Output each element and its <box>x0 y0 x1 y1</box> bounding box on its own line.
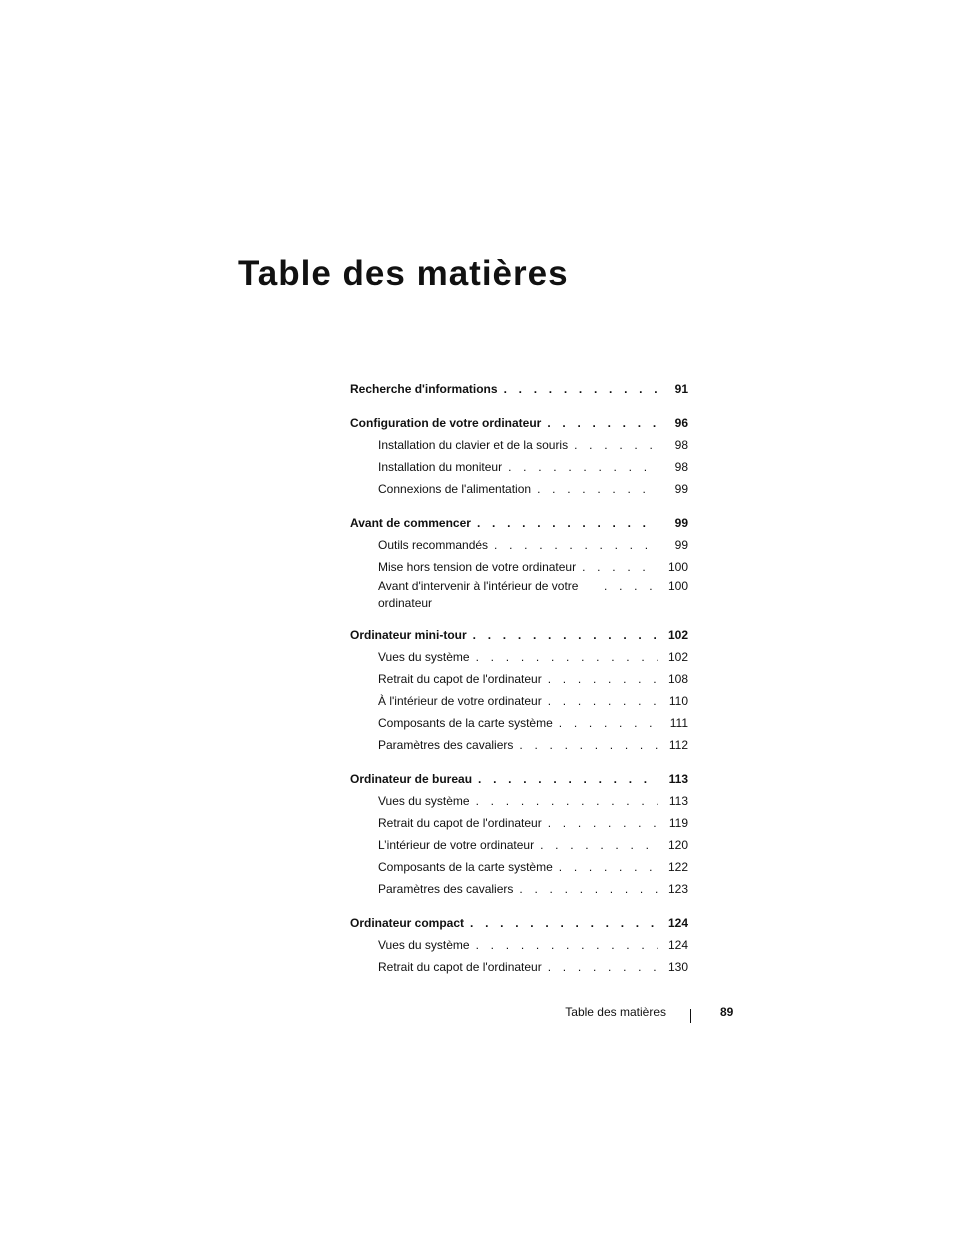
dot-leader <box>559 712 658 734</box>
toc-subentry-page: 98 <box>674 460 688 474</box>
toc-section <box>350 378 688 400</box>
toc-subentry[interactable] <box>350 646 688 668</box>
toc-subentry[interactable] <box>350 434 688 456</box>
toc-entry-page: 113 <box>668 772 688 786</box>
toc-subentry-label: Outils recommandés <box>378 538 489 552</box>
toc-subentry-page: 113 <box>668 794 688 808</box>
toc-subentry-page: 124 <box>667 938 688 952</box>
toc-subentry[interactable] <box>350 668 688 690</box>
toc-subentry-page: 100 <box>667 579 688 593</box>
toc-subentry[interactable] <box>350 812 688 834</box>
dot-leader <box>519 878 658 900</box>
dot-leader <box>508 456 658 478</box>
toc-subentry-label: Retrait du capot de l'ordinateur <box>378 816 542 830</box>
toc-subentry-page: 120 <box>667 838 688 852</box>
toc-subentry-label: Vues du système <box>378 650 470 664</box>
toc-entry[interactable] <box>350 912 688 934</box>
toc-subentry-label: Vues du système <box>378 794 470 808</box>
toc-entry-label: Configuration de votre ordinateur <box>350 416 542 430</box>
toc-subentry[interactable] <box>350 834 688 856</box>
toc-subentry-label: Retrait du capot de l'ordinateur <box>378 960 542 974</box>
dot-leader <box>519 734 658 756</box>
dot-leader <box>548 668 658 690</box>
toc-entry[interactable] <box>350 378 688 400</box>
toc-subentry-label: Paramètres des cavaliers <box>378 738 514 752</box>
toc-subentry-label: Installation du clavier et de la souris <box>378 438 569 452</box>
toc-subentry-label: Composants de la carte système <box>378 860 553 874</box>
toc-subentry-page: 112 <box>668 738 688 752</box>
dot-leader <box>477 512 658 534</box>
toc-subentry-label: Installation du moniteur <box>378 460 503 474</box>
toc-section <box>350 412 688 500</box>
toc-subentry[interactable] <box>350 856 688 878</box>
toc-subentry-page: 99 <box>674 538 688 552</box>
toc-subentry-label: Avant d'intervenir à l'intérieur de votre ordinateur <box>378 579 579 610</box>
toc-subentry[interactable] <box>350 712 688 734</box>
dot-leader <box>548 690 658 712</box>
toc-entry-label: Avant de commencer <box>350 516 471 530</box>
toc-entry[interactable] <box>350 512 688 534</box>
toc-subentry-page: 123 <box>667 882 688 896</box>
toc-subentry[interactable] <box>350 934 688 956</box>
toc-subentry[interactable] <box>350 534 688 556</box>
toc-subentry-page: 98 <box>674 438 688 452</box>
toc-subentry-label: Composants de la carte système <box>378 716 553 730</box>
footer-label: Table des matières <box>565 1005 666 1019</box>
dot-leader <box>476 790 658 812</box>
toc-entry-label: Recherche d'informations <box>350 382 498 396</box>
toc-entry-page: 91 <box>674 382 688 396</box>
toc-entry[interactable] <box>350 412 688 434</box>
toc-subentry[interactable] <box>350 556 688 578</box>
dot-leader <box>548 812 658 834</box>
toc-subentry-label: Retrait du capot de l'ordinateur <box>378 672 542 686</box>
toc-subentry-label: Paramètres des cavaliers <box>378 882 514 896</box>
dot-leader <box>574 434 658 456</box>
toc-section <box>350 512 688 612</box>
toc-entry-label: Ordinateur de bureau <box>350 772 473 786</box>
page-number: 89 <box>720 1005 734 1019</box>
toc-entry[interactable] <box>350 768 688 790</box>
dot-leader <box>582 556 658 578</box>
toc-subentry-label: Connexions de l'alimentation <box>378 482 532 496</box>
page-title: Table des matières <box>238 254 569 293</box>
dot-leader <box>604 578 658 595</box>
toc-entry-label: Ordinateur mini-tour <box>350 628 467 642</box>
dot-leader <box>476 646 658 668</box>
dot-leader <box>540 834 658 856</box>
toc-subentry-page: 119 <box>668 816 688 830</box>
toc-section <box>350 624 688 756</box>
dot-leader <box>504 378 658 400</box>
toc-entry-page: 102 <box>667 628 688 642</box>
dot-leader <box>478 768 658 790</box>
toc-subentry[interactable] <box>350 690 688 712</box>
dot-leader <box>548 956 658 978</box>
dot-leader <box>537 478 658 500</box>
toc-subentry[interactable] <box>350 790 688 812</box>
toc-subentry[interactable] <box>350 578 688 612</box>
table-of-contents <box>350 378 688 990</box>
toc-subentry[interactable] <box>350 478 688 500</box>
toc-subentry-label: L’intérieur de votre ordinateur <box>378 838 535 852</box>
dot-leader <box>473 624 658 646</box>
toc-subentry-page: 99 <box>674 482 688 496</box>
dot-leader <box>476 934 658 956</box>
toc-section <box>350 768 688 900</box>
toc-subentry-label: À l'intérieur de votre ordinateur <box>378 694 542 708</box>
toc-subentry[interactable] <box>350 456 688 478</box>
toc-subentry-page: 100 <box>667 560 688 574</box>
toc-subentry-page: 110 <box>668 694 688 708</box>
toc-subentry[interactable] <box>350 734 688 756</box>
toc-entry-page: 99 <box>674 516 688 530</box>
toc-subentry-page: 111 <box>669 716 688 730</box>
dot-leader <box>559 856 658 878</box>
toc-entry[interactable] <box>350 624 688 646</box>
page-footer <box>0 1005 954 1025</box>
toc-subentry-page: 130 <box>667 960 688 974</box>
toc-entry-page: 124 <box>667 916 688 930</box>
toc-subentry-label: Mise hors tension de votre ordinateur <box>378 560 577 574</box>
toc-subentry-page: 102 <box>667 650 688 664</box>
toc-subentry-label: Vues du système <box>378 938 470 952</box>
toc-subentry[interactable] <box>350 878 688 900</box>
dot-leader <box>470 912 658 934</box>
toc-subentry[interactable] <box>350 956 688 978</box>
footer-divider <box>690 1009 691 1023</box>
toc-entry-page: 96 <box>674 416 688 430</box>
dot-leader <box>494 534 658 556</box>
dot-leader <box>547 412 658 434</box>
toc-section <box>350 912 688 978</box>
toc-subentry-page: 108 <box>667 672 688 686</box>
toc-subentry-page: 122 <box>667 860 688 874</box>
toc-entry-label: Ordinateur compact <box>350 916 465 930</box>
